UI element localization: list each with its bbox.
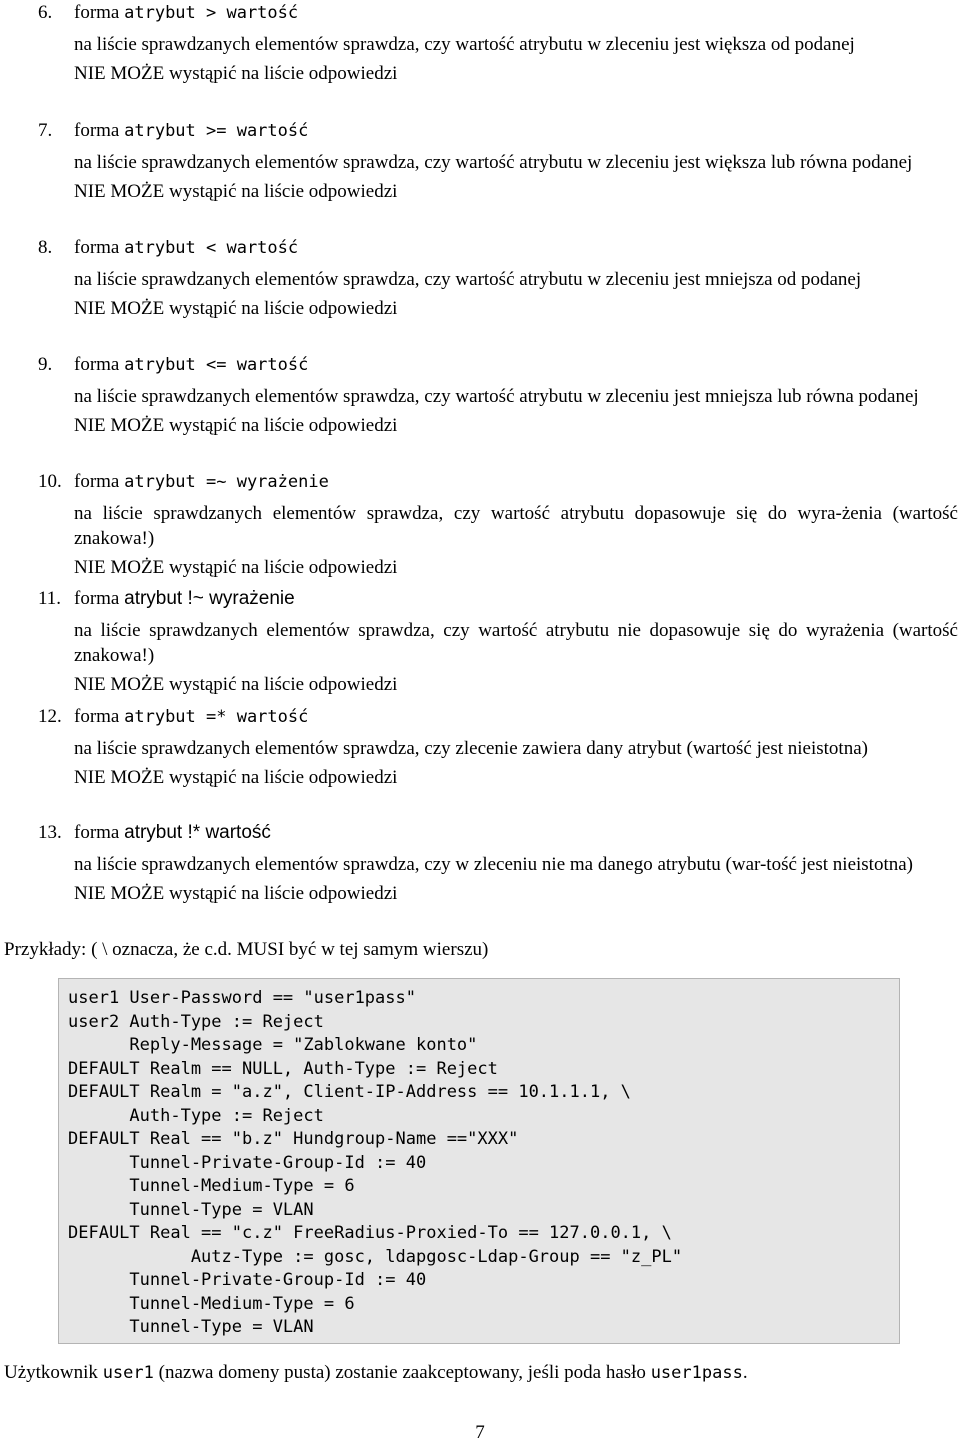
item-heading [38,586,958,611]
summary-text: (nazwa domeny pusta) zostanie zaakceptowany, jeśli poda hasło [153,1362,651,1383]
code-line: user2 Auth-Type := Reject [68,1011,324,1032]
summary-paragraph [4,1360,748,1386]
item-number: 12. [38,706,62,727]
code-line: Autz-Type := gosc, ldapgosc-Ldap-Group == "z_PL" [68,1246,683,1267]
code-line: DEFAULT Realm == NULL, Auth-Type := Reject [68,1058,498,1079]
item-description: na liście sprawdzanych elementów sprawdza, czy w zleceniu nie ma danego atrybutu (war-tość jest nieistotna) [74,854,913,875]
forma-label: forma [74,588,120,609]
item-description: na liście sprawdzanych elementów sprawdza, czy wartość atrybutu w zleceniu jest większa od podanej [74,34,855,55]
operator-expression: atrybut =~ wyrażenie [124,472,329,492]
list-item-11 [38,586,958,697]
operator-expression: atrybut !* wartość [124,822,271,843]
forma-label: forma [74,2,120,23]
item-heading [38,820,958,845]
list-item-8 [38,235,958,321]
item-number: 7. [38,120,53,141]
code-line: Tunnel-Medium-Type = 6 [68,1293,355,1314]
summary-text: . [742,1362,748,1383]
item-restriction-note: NIE MOŻE wystąpić na liście odpowiedzi [74,557,398,578]
forma-label: forma [74,354,120,375]
list-item-9 [38,352,958,438]
item-number: 8. [38,237,53,258]
item-number: 6. [38,2,53,23]
code-line: Tunnel-Type = VLAN [68,1317,314,1337]
list-item-6 [38,0,958,86]
item-restriction-note: NIE MOŻE wystąpić na liście odpowiedzi [74,415,398,436]
item-description: na liście sprawdzanych elementów sprawdza, czy wartość atrybutu w zleceniu jest mniejsza lub równa podanej [74,386,919,407]
forma-label: forma [74,120,120,141]
item-heading [38,0,958,25]
item-heading [38,352,958,377]
code-line: user1 User-Password == "user1pass" [68,988,416,1008]
item-restriction-note: NIE MOŻE wystąpić na liście odpowiedzi [74,674,398,695]
operator-expression: atrybut > wartość [124,3,299,23]
operator-expression: atrybut <= wartość [124,355,309,375]
item-restriction-note: NIE MOŻE wystąpić na liście odpowiedzi [74,63,398,84]
item-heading [38,235,958,260]
list-item-7 [38,118,958,204]
password-code: user1pass [650,1363,743,1383]
operator-expression: atrybut < wartość [124,238,299,258]
forma-label: forma [74,822,120,843]
operator-expression: atrybut !~ wyrażenie [124,588,295,609]
item-heading [38,704,958,729]
list-item-13 [38,820,958,906]
code-line: Reply-Message = "Zablokwane konto" [68,1035,478,1055]
item-restriction-note: NIE MOŻE wystąpić na liście odpowiedzi [74,767,398,788]
item-number: 13. [38,822,62,843]
item-heading [38,118,958,143]
item-description: na liście sprawdzanych elementów sprawdza, czy wartość atrybutu nie dopasowuje się do wyrażenia (wartość znakowa!) [74,620,958,666]
item-description: na liście sprawdzanych elementów sprawdza, czy zlecenie zawiera dany atrybut (wartość jest nieistotna) [74,738,868,759]
code-example-block [58,978,900,1344]
code-line: DEFAULT Realm = "a.z", Client-IP-Address == 10.1.1.1, \ [68,1082,631,1102]
forma-label: forma [74,237,120,258]
code-line: Tunnel-Type = VLAN [68,1199,314,1220]
list-item-10 [38,469,958,580]
item-number: 10. [38,471,62,492]
item-restriction-note: NIE MOŻE wystąpić na liście odpowiedzi [74,298,398,319]
code-line: Auth-Type := Reject [68,1105,324,1126]
summary-text: Użytkownik [4,1362,103,1383]
username-code: user1 [102,1363,154,1383]
examples-heading: Przykłady: ( \ oznacza, że c.d. MUSI być w tej samym wierszu) [4,939,489,960]
operator-expression: atrybut =* wartość [124,707,309,727]
code-line: Tunnel-Private-Group-Id := 40 [68,1152,427,1173]
item-description: na liście sprawdzanych elementów sprawdza, czy wartość atrybutu w zleceniu jest mniejsza od podanej [74,269,862,290]
forma-label: forma [74,706,120,727]
code-line: DEFAULT Real == "c.z" FreeRadius-Proxied-To == 127.0.0.1, \ [68,1223,672,1243]
code-line: Tunnel-Private-Group-Id := 40 [68,1270,427,1290]
operator-expression: atrybut >= wartość [124,121,309,141]
item-restriction-note: NIE MOŻE wystąpić na liście odpowiedzi [74,883,398,904]
item-number: 11. [38,588,62,609]
code-line: Tunnel-Medium-Type = 6 [68,1176,355,1196]
item-description: na liście sprawdzanych elementów sprawdza, czy wartość atrybutu w zleceniu jest większa lub równa podanej [74,152,913,173]
item-heading [38,469,958,494]
forma-label: forma [74,471,120,492]
item-restriction-note: NIE MOŻE wystąpić na liście odpowiedzi [74,181,398,202]
code-line: DEFAULT Real == "b.z" Hundgroup-Name =="XXX" [68,1129,519,1149]
list-item-12 [38,704,958,790]
page-number: 7 [475,1422,485,1443]
item-description: na liście sprawdzanych elementów sprawdza, czy wartość atrybutu dopasowuje się do wyra-żenia (wartość znakowa!) [74,503,958,549]
item-number: 9. [38,354,53,375]
